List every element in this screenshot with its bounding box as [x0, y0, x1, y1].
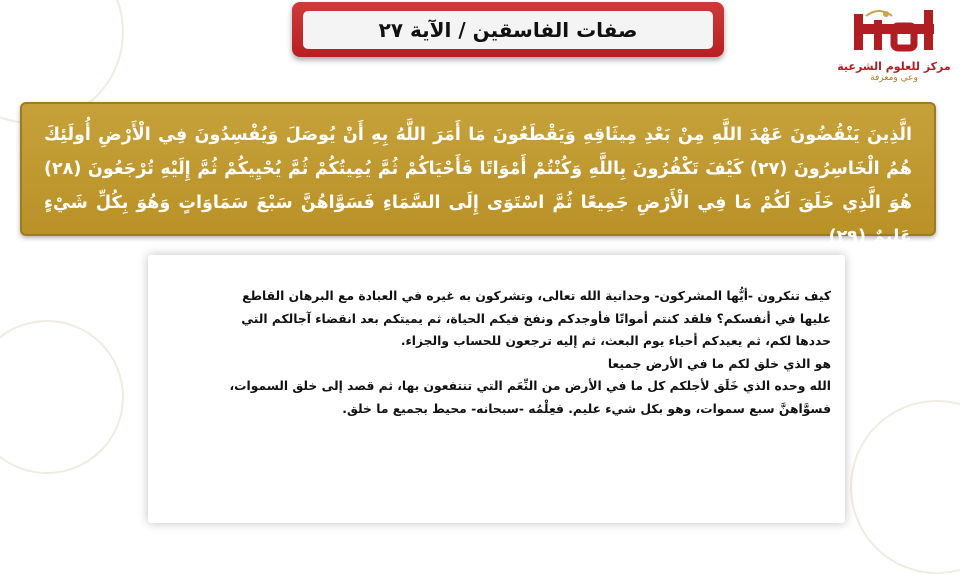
title-banner: [292, 2, 724, 57]
slide-title: صفات الفاسقين / الآية ٢٧: [303, 11, 713, 49]
brand-logo: [834, 6, 954, 96]
tafsir-explanation-card: [148, 255, 845, 523]
explanation-paragraph-2: هو الذي خلق لكم ما في الأرض جميعا: [607, 356, 831, 371]
background-ornament: [850, 400, 960, 574]
logo-subtagline: وعي ومعرفة: [870, 73, 918, 83]
quran-verse-box: [20, 102, 936, 247]
logo-wordmark-icon: [844, 6, 944, 60]
quran-verse-text: الَّذِينَ يَنْقُضُونَ عَهْدَ اللَّهِ مِنْ بَعْدِ مِيثَاقِهِ وَيَقْطَعُونَ مَا أَمَرَ اللَّهُ بِهِ أَنْ يُوصَلَ وَيُفْسِدُونَ فِي الْأَرْضِ أُولَئِكَ هُمُ الْخَاسِرُونَ (٢٧) كَيْفَ تَكْفُرُونَ بِاللَّهِ وَكُنْتُمْ أَمْوَاتًا فَأَحْيَاكُمْ ثُمَّ يُمِيتُكُمْ ثُمَّ يُحْيِيكُمْ ثُمَّ إِلَيْهِ تُرْجَعُونَ (٢٨) هُوَ الَّذِي خَلَقَ لَكُمْ مَا فِي الْأَرْضِ جَمِيعًا ثُمَّ اسْتَوَى إِلَى السَّمَاءِ فَسَوَّاهُنَّ سَبْعَ سَمَاوَاتٍ وَهُوَ بِكُلِّ شَيْءٍ عَلِيمٌ (٢٩): [44, 125, 912, 247]
explanation-paragraph-1: كيف تنكرون -أيُّها المشركون- وحدانية الله تعالى، وتشركون به غيره في العبادة مع البرهان القاطع عليها في أنفسكم؟ فلقد كنتم أمواتًا فأوجدكم ونفخ فيكم الحياة، ثم يميتكم بعد انقضاء آجالكم التي حددها لكم، ثم يعيدكم أحياء يوم البعث، ثم إليه ترجعون للحساب والجزاء.: [241, 289, 831, 348]
explanation-paragraph-3: الله وحده الذي خَلَق لأجلكم كل ما في الأرض من النِّعَم التي تنتفعون بها، ثم قصد إلى خلق السموات، فسوَّاهنَّ سبع سموات، وهو بكل شيء عليم. فعِلْمُه -سبحانه- محيط بجميع ما خلق.: [229, 379, 831, 416]
background-ornament: [0, 320, 124, 474]
logo-tagline: مركز للعلوم الشرعية: [837, 60, 951, 73]
